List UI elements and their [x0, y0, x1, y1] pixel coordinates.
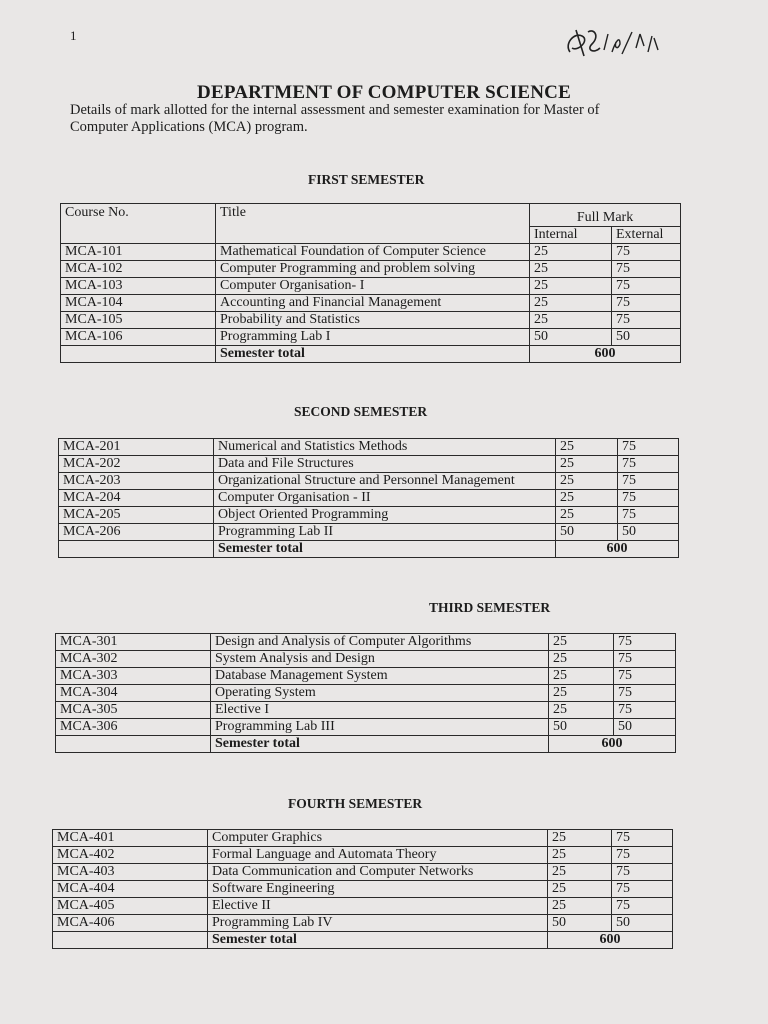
course-title: Programming Lab III [211, 719, 549, 736]
course-code: MCA-405 [53, 898, 208, 915]
course-code: MCA-402 [53, 847, 208, 864]
course-code: MCA-302 [56, 651, 211, 668]
course-code: MCA-305 [56, 702, 211, 719]
internal-mark: 25 [530, 261, 612, 278]
course-title: Programming Lab I [216, 329, 530, 346]
external-mark: 75 [612, 898, 673, 915]
course-code: MCA-301 [56, 634, 211, 651]
internal-mark: 25 [548, 898, 612, 915]
course-title: Mathematical Foundation of Computer Science [216, 244, 530, 261]
course-title: Software Engineering [208, 881, 548, 898]
semester-total-row [59, 541, 679, 558]
external-mark: 50 [614, 719, 676, 736]
internal-mark: 25 [530, 278, 612, 295]
internal-mark: 25 [556, 473, 618, 490]
semester-heading-2: SECOND SEMESTER [294, 404, 428, 419]
internal-mark: 50 [548, 915, 612, 932]
internal-mark: 25 [548, 830, 612, 847]
course-code: MCA-404 [53, 881, 208, 898]
empty-cell [56, 736, 211, 753]
external-mark: 75 [612, 244, 681, 261]
external-header: External [612, 227, 681, 244]
table-row [61, 295, 681, 312]
external-mark: 75 [612, 830, 673, 847]
course-code: MCA-102 [61, 261, 216, 278]
semester-total-value: 600 [548, 932, 673, 949]
external-mark: 75 [614, 685, 676, 702]
table-row [56, 702, 676, 719]
external-mark: 75 [612, 278, 681, 295]
course-code: MCA-202 [59, 456, 214, 473]
semester-table-4 [52, 829, 673, 949]
table-row [59, 456, 679, 473]
empty-cell [59, 541, 214, 558]
semester-total-row [56, 736, 676, 753]
course-title: Object Oriented Programming [214, 507, 556, 524]
course-title: Computer Organisation- I [216, 278, 530, 295]
table-row [61, 244, 681, 261]
internal-mark: 25 [549, 651, 614, 668]
semester-total-value: 600 [549, 736, 676, 753]
external-mark: 75 [618, 507, 679, 524]
internal-mark: 25 [548, 881, 612, 898]
page-number: 1 [70, 28, 77, 43]
table-row [56, 719, 676, 736]
course-no-header: Course No. [61, 204, 216, 244]
semester-table-2 [58, 438, 679, 558]
table-row [61, 261, 681, 278]
table-header-row [61, 204, 681, 227]
internal-mark: 25 [549, 702, 614, 719]
external-mark: 75 [614, 668, 676, 685]
course-code: MCA-204 [59, 490, 214, 507]
internal-mark: 25 [556, 456, 618, 473]
course-code: MCA-403 [53, 864, 208, 881]
course-code: MCA-206 [59, 524, 214, 541]
course-title: Elective II [208, 898, 548, 915]
internal-mark: 25 [556, 439, 618, 456]
external-mark: 75 [618, 473, 679, 490]
external-mark: 50 [618, 524, 679, 541]
external-mark: 75 [612, 261, 681, 278]
empty-cell [53, 932, 208, 949]
table-row [61, 278, 681, 295]
table-row [53, 830, 673, 847]
table-row [53, 864, 673, 881]
external-mark: 75 [614, 634, 676, 651]
course-code: MCA-106 [61, 329, 216, 346]
external-mark: 75 [618, 490, 679, 507]
table-row [59, 507, 679, 524]
internal-mark: 25 [549, 685, 614, 702]
internal-mark: 25 [556, 507, 618, 524]
course-title: Probability and Statistics [216, 312, 530, 329]
semester-heading-3: THIRD SEMESTER [429, 600, 551, 615]
course-title: Operating System [211, 685, 549, 702]
semester-total-row [53, 932, 673, 949]
external-mark: 75 [614, 651, 676, 668]
external-mark: 75 [618, 439, 679, 456]
external-mark: 50 [612, 915, 673, 932]
internal-mark: 25 [530, 312, 612, 329]
external-mark: 75 [614, 702, 676, 719]
table-row [59, 524, 679, 541]
external-mark: 50 [612, 329, 681, 346]
external-mark: 75 [612, 312, 681, 329]
table-row [53, 915, 673, 932]
course-code: MCA-104 [61, 295, 216, 312]
department-title: DEPARTMENT OF COMPUTER SCIENCE [197, 82, 571, 103]
course-title: Computer Organisation - II [214, 490, 556, 507]
course-code: MCA-203 [59, 473, 214, 490]
internal-mark: 25 [548, 864, 612, 881]
semester-heading-4: FOURTH SEMESTER [288, 796, 423, 811]
semester-table-3 [55, 633, 676, 753]
internal-mark: 25 [548, 847, 612, 864]
semester-total-value: 600 [530, 346, 681, 363]
internal-header: Internal [530, 227, 612, 244]
external-mark: 75 [612, 847, 673, 864]
course-title: Design and Analysis of Computer Algorithms [211, 634, 549, 651]
external-mark: 75 [612, 864, 673, 881]
internal-mark: 50 [556, 524, 618, 541]
internal-mark: 25 [530, 244, 612, 261]
semester-heading-1: FIRST SEMESTER [308, 172, 425, 187]
course-title: Computer Graphics [208, 830, 548, 847]
table-row [53, 847, 673, 864]
course-title: System Analysis and Design [211, 651, 549, 668]
table-row [61, 329, 681, 346]
table-row [53, 898, 673, 915]
table-row [59, 439, 679, 456]
course-title: Computer Programming and problem solving [216, 261, 530, 278]
table-row [59, 490, 679, 507]
handwritten-signature [560, 22, 680, 62]
course-code: MCA-205 [59, 507, 214, 524]
course-title: Formal Language and Automata Theory [208, 847, 548, 864]
semester-total-label: Semester total [214, 541, 556, 558]
table-row [56, 651, 676, 668]
course-code: MCA-406 [53, 915, 208, 932]
external-mark: 75 [612, 295, 681, 312]
title-header: Title [216, 204, 530, 244]
table-row [59, 473, 679, 490]
course-title: Accounting and Financial Management [216, 295, 530, 312]
course-title: Data Communication and Computer Networks [208, 864, 548, 881]
course-code: MCA-105 [61, 312, 216, 329]
external-mark: 75 [612, 881, 673, 898]
internal-mark: 25 [530, 295, 612, 312]
course-code: MCA-303 [56, 668, 211, 685]
course-code: MCA-103 [61, 278, 216, 295]
course-code: MCA-306 [56, 719, 211, 736]
table-row [61, 312, 681, 329]
course-code: MCA-201 [59, 439, 214, 456]
semester-total-value: 600 [556, 541, 679, 558]
internal-mark: 25 [549, 634, 614, 651]
semester-total-label: Semester total [208, 932, 548, 949]
intro-paragraph: Details of mark allotted for the internal assessment and semester examination for Master of Computer Applications (MCA) program. [70, 102, 600, 135]
internal-mark: 50 [549, 719, 614, 736]
course-code: MCA-304 [56, 685, 211, 702]
internal-mark: 25 [549, 668, 614, 685]
course-title: Data and File Structures [214, 456, 556, 473]
table-row [56, 685, 676, 702]
table-row [56, 634, 676, 651]
internal-mark: 50 [530, 329, 612, 346]
course-code: MCA-101 [61, 244, 216, 261]
internal-mark: 25 [556, 490, 618, 507]
table-row [53, 881, 673, 898]
empty-cell [61, 346, 216, 363]
semester-table-1 [60, 203, 681, 363]
full-mark-header: Full Mark [530, 204, 681, 227]
semester-total-row [61, 346, 681, 363]
external-mark: 75 [618, 456, 679, 473]
course-title: Database Management System [211, 668, 549, 685]
course-code: MCA-401 [53, 830, 208, 847]
table-row [56, 668, 676, 685]
course-title: Numerical and Statistics Methods [214, 439, 556, 456]
course-title: Organizational Structure and Personnel Management [214, 473, 556, 490]
course-title: Programming Lab IV [208, 915, 548, 932]
course-title: Elective I [211, 702, 549, 719]
course-title: Programming Lab II [214, 524, 556, 541]
semester-total-label: Semester total [216, 346, 530, 363]
semester-total-label: Semester total [211, 736, 549, 753]
